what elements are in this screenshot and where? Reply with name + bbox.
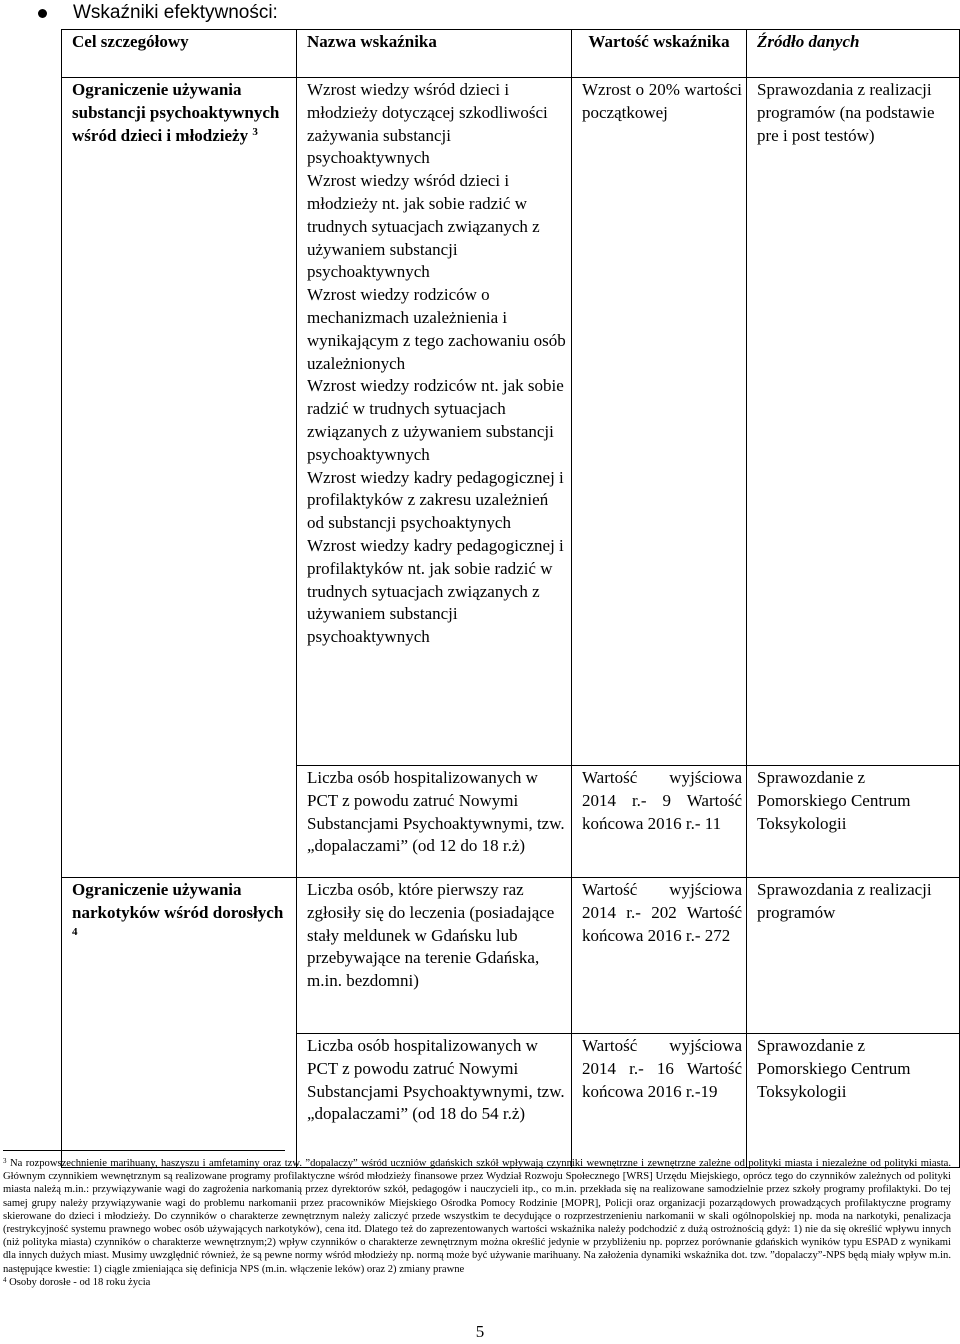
value-cell: Wzrost o 20% wartości początkowej (572, 78, 747, 766)
indicator-cell: Liczba osób hospitalizowanych w PCT z powodu zatruć Nowymi Substancjami Psychoaktywnymi, tzw. „dopalaczami” (od 12 do 18 r.ż) (297, 766, 572, 878)
footnote-number: 4 (3, 1275, 7, 1284)
indicator-cell: Liczba osób, które pierwszy raz zgłosiły się do leczenia (posiadające stały meldunek w Gdańsku lub przebywające na terenie Gdańska, m.in. bezdomni) (297, 878, 572, 1034)
indicator-text: Wzrost wiedzy kadry pedagogicznej i profilaktyków nt. jak sobie radzić w trudnych sytuacjach związanych z używaniem substancji psychoaktywnych (307, 535, 564, 647)
value-cell: Wartość wyjściowa 2014 r.- 202 Wartość końcowa 2016 r.- 272 (572, 878, 747, 1034)
source-cell: Sprawozdanie z Pomorskiego Centrum Toksykologii (747, 766, 960, 878)
table-header-row (62, 30, 960, 78)
indicator-text: Wzrost wiedzy wśród dzieci i młodzieży dotyczącej szkodliwości zażywania substancji psychoaktywnych (307, 80, 548, 168)
footnote-ref: 3 (252, 125, 258, 138)
footnote-number: 3 (3, 1157, 7, 1165)
indicator-cell (297, 78, 572, 766)
footnote-ref: 4 (72, 925, 78, 938)
section-title: Wskaźniki efektywności: (73, 2, 278, 23)
header-source: Źródło danych (747, 30, 960, 78)
indicators-table (61, 29, 960, 1168)
footnotes (3, 1157, 951, 1289)
objective-text: Ograniczenie używania substancji psychoaktywnych wśród dzieci i młodzieży (72, 80, 280, 145)
indicator-text: Wzrost wiedzy rodziców o mechanizmach uzależnienia i wynikającym z tego zachowaniu osób uzależnionych (307, 285, 566, 373)
source-cell: Sprawozdania z realizacji programów (747, 878, 960, 1034)
indicator-cell: Liczba osób hospitalizowanych w PCT z powodu zatruć Nowymi Substancjami Psychoaktywnymi, tzw. „dopalaczami” (od 18 do 54 r.ż) (297, 1034, 572, 1168)
footnote-text: Na rozpowszechnienie marihuany, haszyszu i amfetaminy oraz tzw. ”dopalaczy” wśród uczniów gdańskich szkół wpływają czynniki wewnętrzne i zewnętrzne zależne od polityki miasta i niezależne od polityki miasta. Głównym czynnikiem wewnętrznym są realizowane programy profilaktyczne wśród młodzieży finansowe przez Wydział Rozwoju Społecznego [WRS] Urzędu Miejskiego, oprócz tego do czynników zależnych od polityki miasta należą m.in.: przywiązywanie wagi do zagrożenia narkomanią przez dyrektorów szkół, pedagogów i nauczycieli itp., co m.in. przekłada się na realizowane samodzielnie przez szkoły programy profilaktyki. Do tej samej grupy należy przywiązywanie wagi do problemu narkomanii przez pracowników Miejskiego Ośrodka Pomocy Rodzinie [MOPR], Policji oraz organizacji pozarządowych prowadzących profilaktyczne programy skierowane do dzieci i młodzieży. Do czynników o charakterze zewnętrznym należy zaliczyć przede wszystkim te decydujące o rozprzestrzenieniu narkomanii w skali ogólnopolskiej np. moda na narkotyki, penalizacja (restrykcyjność systemu prawnego wobec osób używających narkotyków), cena itd. Dlatego też do zaprezentowanych wartości wskaźnika należy podchodzić z dużą ostrożnością gdyż: 1) nie da się określić wpływu innych (niż polityka miasta) czynników o charakterze wewnętrznym;2) wpływ czynników o charakterze zewnętrznym można określić jedynie w przybliżeniu np. poprzez porównanie gdańskich wyników typu ESPAD z wynikami dla innych dużych miast. Musimy uwzględnić również, że są pewne normy wśród młodzieży np. normą może być używanie marihuany. Na założenia dynamiki wskaźnika dot. tzw. ”dopalaczy”-NPS będą miały wpływ m.in. następujące kwestie: 1) ciągle zmieniająca się definicja NPS (m.in. włączenie leków) oraz 2) zmiany prawne (3, 1158, 951, 1275)
header-value: Wartość wskaźnika (572, 30, 747, 78)
header-objective: Cel szczegółowy (62, 30, 297, 78)
table-row (62, 878, 960, 1034)
source-cell: Sprawozdania z realizacji programów (na podstawie pre i post testów) (747, 78, 960, 766)
header-indicator: Nazwa wskaźnika (297, 30, 572, 78)
value-cell: Wartość wyjściowa 2014 r.- 16 Wartość końcowa 2016 r.-19 (572, 1034, 747, 1168)
value-cell: Wartość wyjściowa 2014 r.- 9 Wartość końcowa 2016 r.- 11 (572, 766, 747, 878)
indicator-text: Wzrost wiedzy wśród dzieci i młodzieży nt. jak sobie radzić w trudnych sytuacjach związanych z używaniem substancji psychoaktywnych (307, 171, 540, 282)
page-number: 5 (475, 1322, 485, 1341)
indicator-text: Wzrost wiedzy kadry pedagogicznej i profilaktyków z zakresu uzależnień od substancji psychoaktynych (307, 467, 564, 533)
footnote (3, 1276, 951, 1289)
table-row (62, 78, 960, 766)
objective-text: Ograniczenie używania narkotyków wśród dorosłych (72, 880, 284, 922)
footnote-text: Osoby dorosłe - od 18 roku życia (9, 1276, 151, 1288)
footnote (3, 1157, 951, 1276)
footnote-separator (3, 1150, 285, 1151)
bullet-icon (38, 9, 47, 18)
objective-cell (62, 78, 297, 878)
source-cell: Sprawozdanie z Pomorskiego Centrum Toksykologii (747, 1034, 960, 1168)
indicator-text: Wzrost wiedzy rodziców nt. jak sobie radzić w trudnych sytuacjach związanych z używaniem substancji psychoaktywnych (307, 376, 564, 464)
objective-cell (62, 878, 297, 1168)
